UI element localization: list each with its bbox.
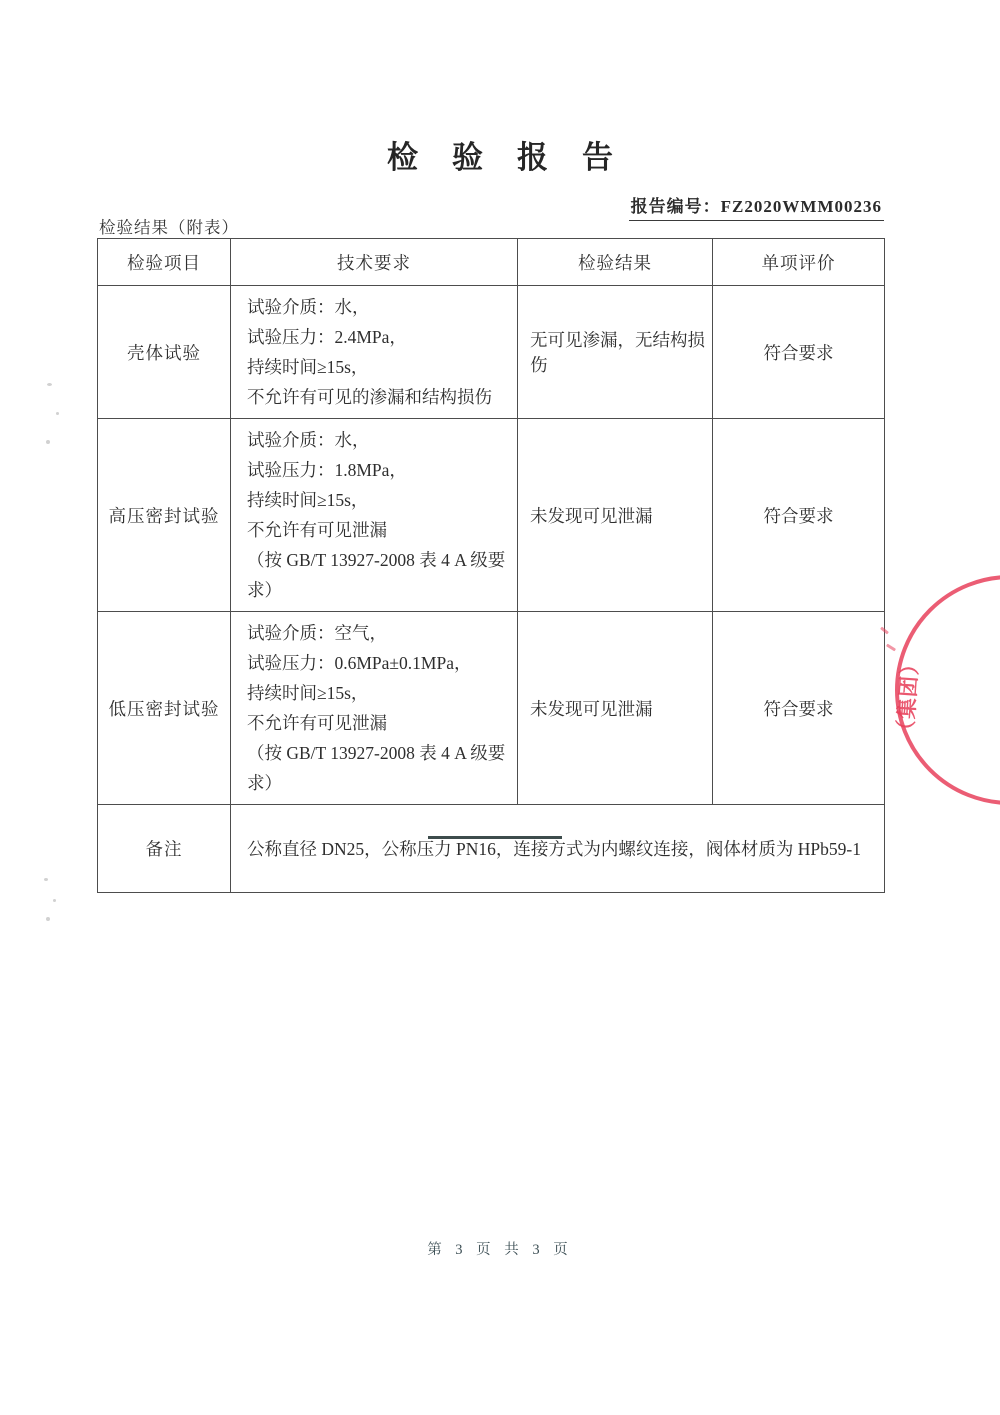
table-row-remarks — [98, 805, 885, 893]
test-evaluation: 符合要求 — [713, 612, 885, 805]
test-result: 未发现可见泄漏 — [518, 612, 713, 805]
requirement-line: 不允许有可见泄漏 — [247, 713, 387, 733]
column-header-requirements: 技术要求 — [231, 239, 518, 286]
report-number-label: 报告编号： — [630, 197, 721, 216]
table-header-row — [98, 239, 885, 286]
report-number — [629, 192, 884, 221]
test-item-name: 壳体试验 — [98, 286, 231, 419]
scan-artifact — [56, 412, 59, 415]
table-row-high-pressure-seal-test — [98, 419, 885, 612]
scan-artifact — [44, 878, 48, 881]
test-requirements — [231, 286, 518, 419]
test-evaluation: 符合要求 — [713, 419, 885, 612]
scan-artifact — [46, 440, 50, 444]
requirement-line: 试验介质：水， — [247, 297, 370, 317]
requirement-line: 试验压力：1.8MPa， — [247, 460, 407, 480]
requirement-line: 持续时间≥15s， — [247, 490, 369, 510]
signature-line — [428, 836, 562, 839]
column-header-item: 检验项目 — [98, 239, 231, 286]
requirement-line: 持续时间≥15s， — [247, 357, 369, 377]
red-seal-stamp-text: （集团） — [892, 652, 924, 742]
inspection-results-table — [97, 238, 885, 893]
requirement-line: 试验压力：2.4MPa， — [247, 327, 407, 347]
column-header-result: 检验结果 — [518, 239, 713, 286]
red-seal-stamp-fragment — [886, 644, 896, 652]
requirement-line: 持续时间≥15s， — [247, 683, 369, 703]
requirement-line: 不允许有可见的渗漏和结构损伤 — [247, 387, 492, 407]
remarks-label: 备注 — [98, 805, 231, 893]
test-requirements — [231, 612, 518, 805]
page-footer: 第 3 页 共 3 页 — [427, 1242, 573, 1258]
remarks-text: 公称直径 DN25，公称压力 PN16，连接方式为内螺纹连接，阀体材质为 HPb59-1 — [231, 805, 885, 893]
scan-artifact — [47, 383, 52, 386]
report-number-value: FZ2020WMM00236 — [720, 197, 882, 216]
requirement-line: （按 GB/T 13927-2008 表 4 A 级要求） — [247, 743, 506, 793]
scan-artifact — [53, 899, 56, 902]
requirement-line: （按 GB/T 13927-2008 表 4 A 级要求） — [247, 550, 506, 600]
test-requirements — [231, 419, 518, 612]
test-item-name: 高压密封试验 — [98, 419, 231, 612]
table-row-shell-test — [98, 286, 885, 419]
page-title: 检验报告 — [387, 140, 647, 175]
test-item-name: 低压密封试验 — [98, 612, 231, 805]
section-label: 检验结果（附表） — [99, 218, 239, 237]
test-result: 无可见渗漏，无结构损伤 — [518, 286, 713, 419]
requirement-line: 试验介质：空气， — [247, 623, 387, 643]
requirement-line: 不允许有可见泄漏 — [247, 520, 387, 540]
column-header-evaluation: 单项评价 — [713, 239, 885, 286]
requirement-line: 试验介质：水， — [247, 430, 370, 450]
table-row-low-pressure-seal-test — [98, 612, 885, 805]
requirement-line: 试验压力：0.6MPa±0.1MPa， — [247, 653, 472, 673]
test-evaluation: 符合要求 — [713, 286, 885, 419]
scan-artifact — [46, 917, 50, 921]
test-result: 未发现可见泄漏 — [518, 419, 713, 612]
